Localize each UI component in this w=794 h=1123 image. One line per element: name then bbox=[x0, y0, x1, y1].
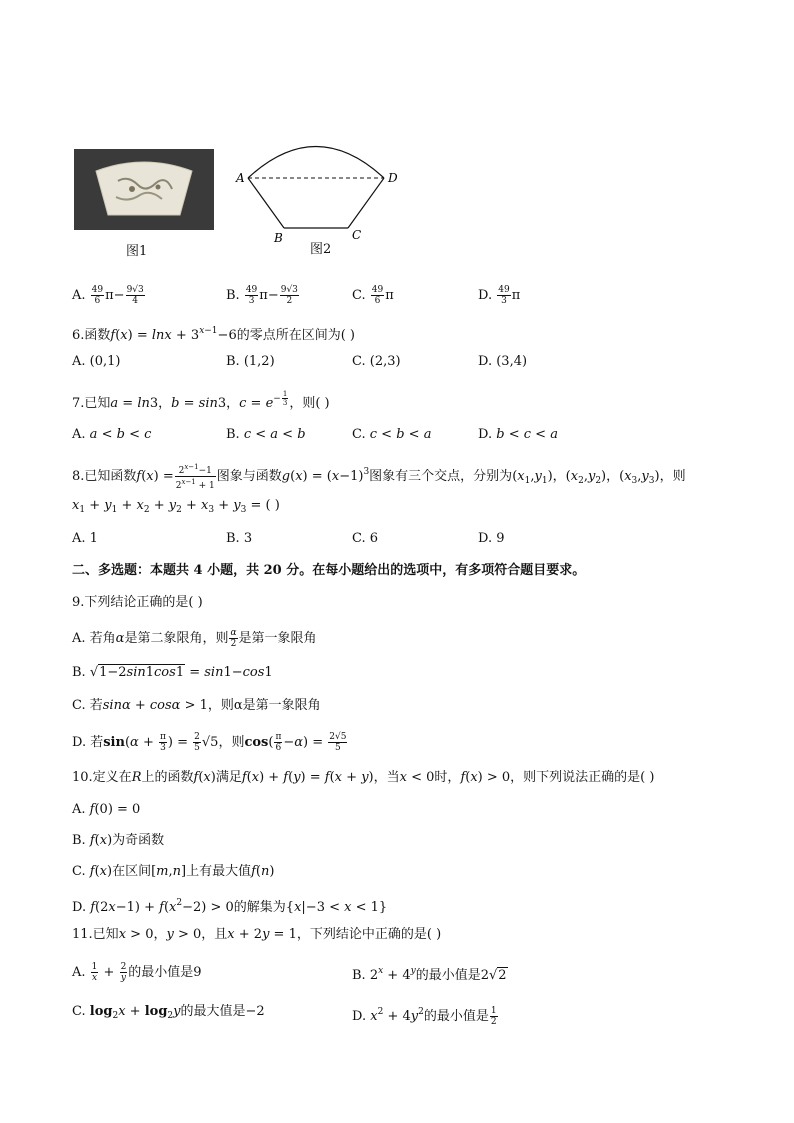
q11-option-a: A. $\frac{1}{x}$ + $\frac{2}{y}$ 的最小值是9 bbox=[72, 962, 202, 983]
q10-option-b: B. f(x)为奇函数 bbox=[72, 833, 165, 848]
figure-2-diagram bbox=[230, 135, 410, 245]
q6-option-c: C. (2,3) bbox=[352, 354, 401, 369]
q9-option-b: B. √1−2sin1cos1 = sin1−cos1 bbox=[72, 665, 273, 680]
segment-CD bbox=[348, 178, 384, 228]
q11-option-c: C. $\log_2x + \log_2y$的最大值是−2 bbox=[72, 1004, 265, 1021]
q6-stem: 6.函数$f(x) = \ln x + 3^{x-1}-6$的零点所在区间为( ) bbox=[72, 326, 355, 343]
q8-option-a: A. 1 bbox=[72, 531, 98, 546]
q8-stem-line2: $x_1 + y_1 + x_2 + y_2 + x_3 + y_3$ = ( ) bbox=[72, 498, 280, 515]
q5-option-b: B. $\frac{49}{3}$ π− $\frac{9√3}{2}$ bbox=[226, 285, 298, 306]
q7-stem: 7.已知a = ln3，b = sin3，$c = e^{- \frac{1}{3}}$ ，则( ) bbox=[72, 390, 330, 411]
q7-option-d: D. b < c < a bbox=[478, 427, 558, 442]
q9-stem: 9.下列结论正确的是( ) bbox=[72, 595, 203, 610]
q11-option-b: B. $2^x + 4^y$的最小值是2√2 bbox=[352, 966, 507, 983]
label-C: C bbox=[352, 228, 362, 242]
q5-option-a: A. $\frac{49}{6}$ π− $\frac{9√3}{4}$ bbox=[72, 285, 144, 306]
q8-option-b: B. 3 bbox=[226, 531, 253, 546]
q10-option-a: A. f(0) = 0 bbox=[72, 802, 141, 817]
q6-option-b: B. (1,2) bbox=[226, 354, 275, 369]
figure-1-caption: 图1 bbox=[126, 244, 148, 259]
q8-option-c: C. 6 bbox=[352, 531, 379, 546]
arc-AD bbox=[248, 147, 384, 179]
q7-option-b: B. c < a < b bbox=[226, 427, 306, 442]
q9-option-c: C. 若sinα + cosα > 1，则α是第一象限角 bbox=[72, 698, 321, 713]
q6-option-a: A. (0,1) bbox=[72, 354, 121, 369]
figure-1-photo bbox=[74, 149, 214, 230]
q7-option-a: A. a < b < c bbox=[72, 427, 152, 442]
q10-option-c: C. f(x)在区间[m,n]上有最大值f(n) bbox=[72, 864, 275, 879]
section-2-heading: 二、多选题：本题共 4 小题，共 20 分。在每小题给出的选项中，有多项符合题目要求。 bbox=[72, 563, 586, 578]
label-D: D bbox=[388, 171, 398, 185]
q9-option-d: D. 若sin(α + $\frac{\pi}{3}$ ) = $\frac{2}{5}$ √5，则cos( $\frac{\pi}{6}$ −α) = $\frac{2√5}{5}$ bbox=[72, 732, 347, 753]
figure-2-caption: 图2 bbox=[310, 242, 332, 257]
q8-stem-line1: 8.已知函数f(x) = $\frac{2^{x-1}-1}{2^{x-1} + 1}$ 图象与函数$g(x) = (x-1)^3$图象有三个交点，分别为$(x_1,y_1)$，$(x_2,y_2)$，$(x_3,y_3)$，则 bbox=[72, 463, 686, 491]
q5-option-c: C. $\frac{49}{6}$ π bbox=[352, 285, 394, 306]
q11-option-d: D. $x^2 + 4y^2$的最小值是 $\frac{1}{2}$ bbox=[352, 1006, 497, 1027]
q8-option-d: D. 9 bbox=[478, 531, 505, 546]
jade-fan-image bbox=[88, 157, 200, 217]
q6-option-d: D. (3,4) bbox=[478, 354, 528, 369]
q5-option-d: D. $\frac{49}{3}$ π bbox=[478, 285, 521, 306]
q9-option-a: A. 若角α是第二象限角，则 $\frac{\alpha}{2}$ 是第一象限角 bbox=[72, 628, 317, 649]
q10-stem: 10.定义在R上的函数f(x)满足f(x) + f(y) = f(x + y)，当x < 0时，f(x) > 0，则下列说法正确的是( ) bbox=[72, 770, 655, 785]
q10-option-d: D. $f(2x-1) + f(x^2-2) > 0$的解集为{x|−3 < x < 1} bbox=[72, 898, 388, 915]
label-A: A bbox=[236, 171, 245, 185]
q7-option-c: C. c < b < a bbox=[352, 427, 432, 442]
q11-stem: 11.已知x > 0，y > 0，且x + 2y = 1，下列结论中正确的是( ) bbox=[72, 927, 442, 942]
segment-AB bbox=[248, 178, 284, 228]
label-B: B bbox=[274, 231, 283, 245]
